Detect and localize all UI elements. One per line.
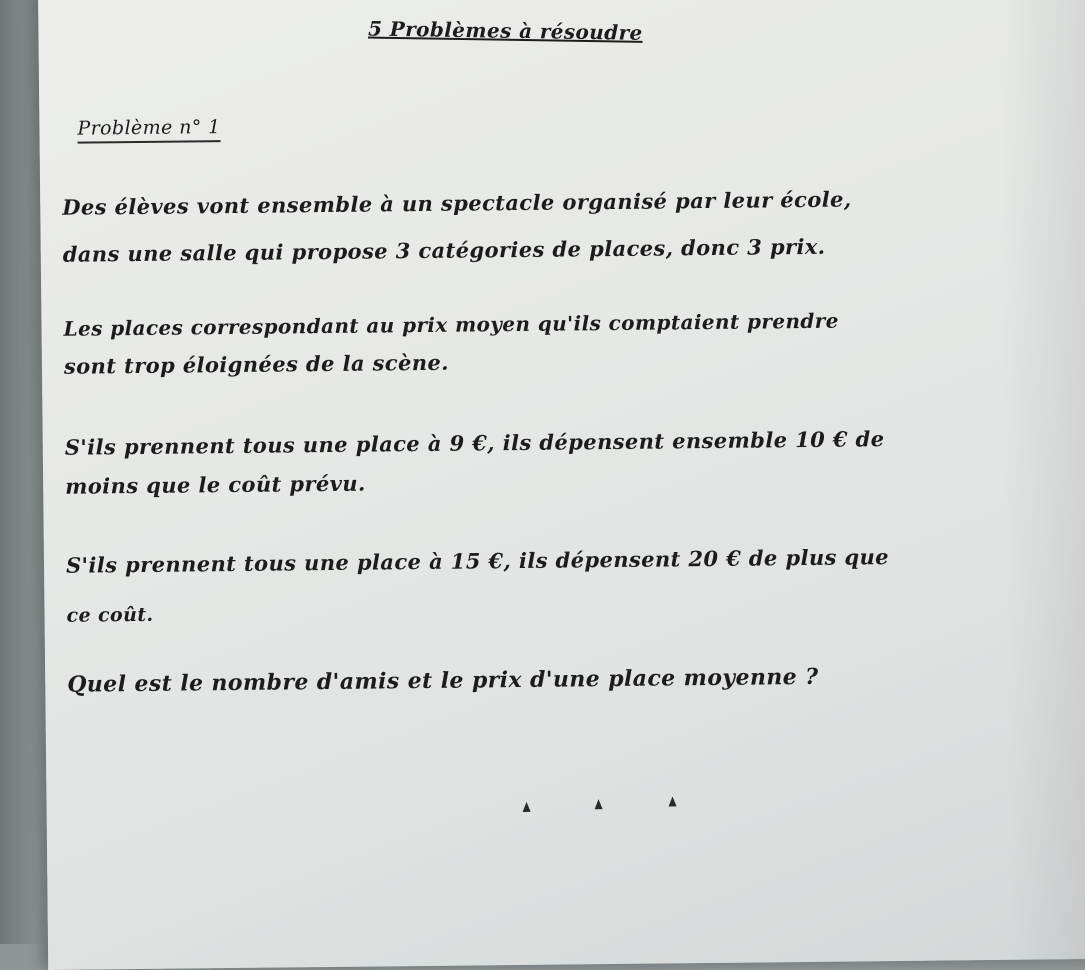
paragraph-3-line-2: moins que le coût prévu.: [65, 470, 366, 499]
paragraph-2-line-1: Les places correspondant au prix moyen qu'ils comptaient prendre: [63, 308, 839, 341]
paragraph-4-line-2: ce coût.: [66, 603, 154, 627]
question-text: Quel est le nombre d'amis et le prix d'une place moyenne ?: [67, 663, 819, 698]
section-title: 5 Problèmes à résoudre: [367, 16, 643, 45]
paragraph-1-line-1: Des élèves vont ensemble à un spectacle organisé par leur école,: [62, 186, 852, 220]
paragraph-2-line-2: sont trop éloignées de la scène.: [63, 349, 450, 379]
problem-label: Problème n° 1: [77, 116, 220, 143]
paragraph-1-line-2: dans une salle qui propose 3 catégories de places, donc 3 prix.: [62, 233, 826, 267]
paragraph-4-line-1: S'ils prennent tous une place à 15 €, ils dépensent 20 € de plus que: [65, 544, 890, 578]
worksheet-page: [38, 0, 1085, 970]
decorative-marks: [486, 788, 706, 820]
page-shadow: [998, 0, 1085, 960]
paragraph-3-line-1: S'ils prennent tous une place à 9 €, ils dépensent ensemble 10 € de: [64, 426, 885, 460]
caret-mark-1: [523, 802, 531, 812]
caret-mark-3: [668, 796, 676, 806]
caret-mark-2: [595, 799, 603, 809]
